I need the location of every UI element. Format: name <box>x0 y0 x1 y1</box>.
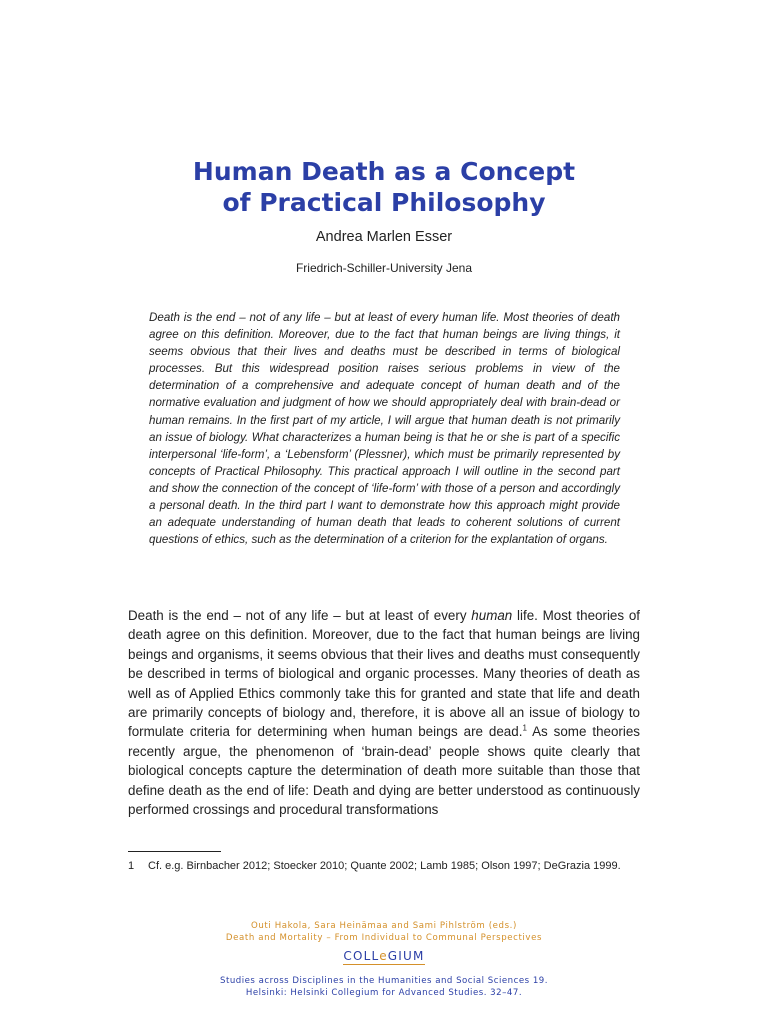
article-title-line-2: of Practical Philosophy <box>222 188 546 217</box>
publication-imprint <box>0 975 768 999</box>
author-name: Andrea Marlen Esser <box>315 229 453 245</box>
footnote-number: 1 <box>128 860 135 872</box>
body-text-part-1: Death is the end – not of any life – but at least of every <box>128 608 472 623</box>
imprint-publisher-line: Helsinki: Helsinki Collegium for Advanced Studies. 32–47. <box>245 988 523 998</box>
series-editors: Outi Hakola, Sara Heinämaa and Sami Pihlström (eds.) <box>251 921 517 931</box>
logo-text-part-2: GIUM <box>387 949 425 963</box>
footnote-reference[interactable]: 1 <box>522 723 527 733</box>
series-info <box>0 920 768 944</box>
logo-text-part-1: COLL <box>343 949 380 963</box>
body-text-part-3: As some theories recently argue, the phenomenon of ‘brain-dead’ people shows quite clearly that biological concepts capture the determination of death more suitable than those that define death as the end of life: Death and dying are better understood as continuously performed crossings and procedural transformations <box>128 724 640 818</box>
footnote <box>128 860 640 874</box>
body-emphasis: human <box>471 608 513 623</box>
footnote-text: Cf. e.g. Birnbacher 2012; Stoecker 2010; Quante 2002; Lamb 1985; Olson 1997; DeGrazia 1999. <box>148 860 621 872</box>
article-title <box>0 156 768 218</box>
footnote-divider <box>128 851 221 852</box>
article-title-line-1: Human Death as a Concept <box>192 157 576 186</box>
imprint-series-line: Studies across Disciplines in the Humanities and Social Sciences 19. <box>220 976 548 986</box>
body-text-part-2: life. Most theories of death agree on this definition. Moreover, due to the fact that human beings are living beings and organisms, it seems obvious that their lives and deaths must consequently be described in terms of biological and organic processes. Many theories of death as well as of Applied Ethics commonly take this for granted and state that life and death are primarily concepts of biology and, therefore, it is above all an issue of biology to formulate criteria for determining when human beings are dead. <box>128 608 640 740</box>
logo-text-accent: e <box>379 949 388 963</box>
series-volume-title: Death and Mortality – From Individual to Communal Perspectives <box>225 933 543 943</box>
collegium-logo-wordmark <box>343 949 424 965</box>
author-affiliation: Friedrich-Schiller-University Jena <box>295 261 473 275</box>
abstract: Death is the end – not of any life – but at least of every human life. Most theories of death agree on this definition. Moreover, due to the fact that human beings are living things, it seems obvious that their lives and deaths must be described in terms of biological processes. But this widespread position raises serious problems in view of the determination of a comprehensive and adequate concept of human death and of the normative evaluation and judgment of how we should appropriately deal with brain-dead or human remains. In the first part of my article, I will argue that human death is not primarily an issue of biology. What characterizes a human being is that he or she is part of a specific interpersonal ‘life-form’, a ‘Lebensform’ (Plessner), which must be primarily represented by concepts of Practical Philosophy. This practical approach I will outline in the second part and show the connection of the concept of ‘life-form’ with those of a person and accordingly a personal death. In the third part I want to demonstrate how this approach might provide an adequate understanding of human death that leads to coherent solutions of current questions of ethics, such as the determination of a criterion for the explantation of organs. <box>149 311 620 547</box>
body-paragraph <box>128 606 640 819</box>
collegium-logo <box>0 949 768 965</box>
